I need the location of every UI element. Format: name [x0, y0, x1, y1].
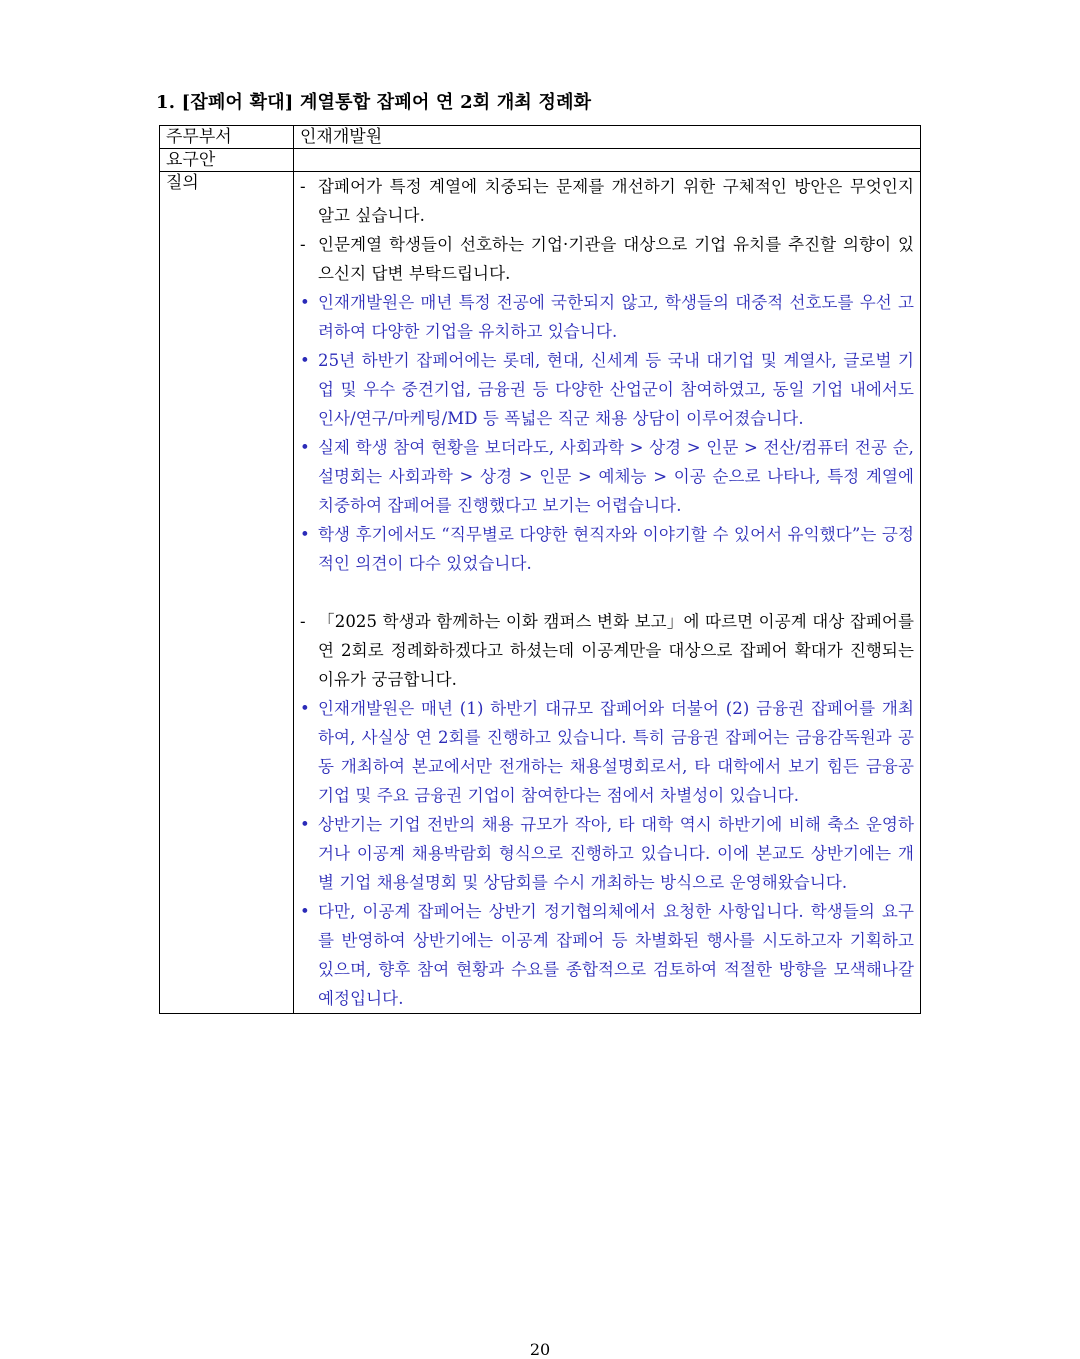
- question-text: 잡페어가 특정 계열에 치중되는 문제를 개선하기 위한 구체적인 방안은 무엇인지 알고 싶습니다.: [318, 177, 914, 225]
- answer-item: [300, 897, 914, 1013]
- answer-text: 25년 하반기 잡페어에는 롯데, 현대, 신세계 등 국내 대기업 및 계열사, 글로벌 기업 및 우수 중견기업, 금융권 등 다양한 산업군이 참여하였고, 동일 기업 내에서도 인사/연구/마케팅/MD 등 폭넓은 직군 채용 상담이 이루어졌습니다.: [318, 351, 914, 428]
- bullet-marker: •: [300, 351, 310, 370]
- answer-item: [300, 288, 914, 346]
- table-row: [160, 126, 921, 149]
- bullet-marker: •: [300, 293, 310, 312]
- question-item: [300, 230, 914, 288]
- answer-text: 학생 후기에서도 “직무별로 다양한 현직자와 이야기할 수 있어서 유익했다”는 긍정적인 의견이 다수 있었습니다.: [318, 525, 914, 573]
- question-item: [300, 607, 914, 694]
- answer-item: [300, 433, 914, 520]
- answer-text: 인재개발원은 매년 (1) 하반기 대규모 잡페어와 더불어 (2) 금융권 잡페어를 개최하여, 사실상 연 2회를 진행하고 있습니다. 특히 금융권 잡페어는 금융감독원과 공동 개최하여 본교에서만 전개하는 채용설명회로서, 타 대학에서 보기 힘든 금융공기업 및 주요 금융권 기업이 참여한다는 점에서 차별성이 있습니다.: [318, 699, 914, 805]
- question-item: [300, 172, 914, 230]
- section-title: 1. [잡페어 확대] 계열통합 잡페어 연 2회 개최 정례화: [156, 92, 592, 113]
- answer-text: 상반기는 기업 전반의 채용 규모가 작아, 타 대학 역시 하반기에 비해 축소 운영하거나 이공계 채용박람회 형식으로 진행하고 있습니다. 이에 본교도 상반기에는 개별 기업 채용설명회 및 상담회를 수시 개최하는 방식으로 운영해왔습니다.: [318, 815, 914, 892]
- page-number: 20: [529, 1340, 551, 1359]
- dash-marker: -: [300, 177, 306, 196]
- bullet-marker: •: [300, 815, 310, 834]
- table-row: [160, 149, 921, 172]
- proposal-value: [294, 149, 921, 172]
- answer-text: 실제 학생 참여 현황을 보더라도, 사회과학 > 상경 > 인문 > 전산/컴퓨터 전공 순, 설명회는 사회과학 > 상경 > 인문 > 예체능 > 이공 순으로 나타나, 특정 계열에 치중하여 잡페어를 진행했다고 보기는 어렵습니다.: [318, 438, 914, 515]
- question-text: 인문계열 학생들이 선호하는 기업·기관을 대상으로 기업 유치를 추진할 의향이 있으신지 답변 부탁드립니다.: [318, 235, 914, 283]
- inquiry-body: [294, 172, 921, 1014]
- dash-marker: -: [300, 612, 306, 631]
- inquiry-item-list: [300, 172, 914, 1013]
- answer-text: 인재개발원은 매년 특정 전공에 국한되지 않고, 학생들의 대중적 선호도를 우선 고려하여 다양한 기업을 유치하고 있습니다.: [318, 293, 914, 341]
- question-text: 「2025 학생과 함께하는 이화 캠퍼스 변화 보고」에 따르면 이공계 대상 잡페어를 연 2회로 정례화하겠다고 하셨는데 이공계만을 대상으로 잡페어 확대가 진행되는 이유가 궁금합니다.: [318, 612, 914, 689]
- dept-label: 주무부서: [160, 126, 294, 149]
- answer-text: 다만, 이공계 잡페어는 상반기 정기협의체에서 요청한 사항입니다. 학생들의 요구를 반영하여 상반기에는 이공계 잡페어 등 차별화된 행사를 시도하고자 기획하고 있으며, 향후 참여 현황과 수요를 종합적으로 검토하여 적절한 방향을 모색해나갈 예정입니다.: [318, 902, 914, 1008]
- answer-item: [300, 810, 914, 897]
- answer-item: [300, 520, 914, 578]
- answer-item: [300, 694, 914, 810]
- inquiry-table: [159, 125, 921, 1014]
- bullet-marker: •: [300, 699, 310, 718]
- table-row: [160, 172, 921, 1014]
- bullet-marker: •: [300, 525, 310, 544]
- bullet-marker: •: [300, 438, 310, 457]
- answer-item: [300, 346, 914, 433]
- proposal-label: 요구안: [160, 149, 294, 172]
- dept-value: 인재개발원: [294, 126, 921, 149]
- dash-marker: -: [300, 235, 306, 254]
- inquiry-label: 질의: [160, 172, 294, 1014]
- bullet-marker: •: [300, 902, 310, 921]
- spacer: [300, 578, 914, 607]
